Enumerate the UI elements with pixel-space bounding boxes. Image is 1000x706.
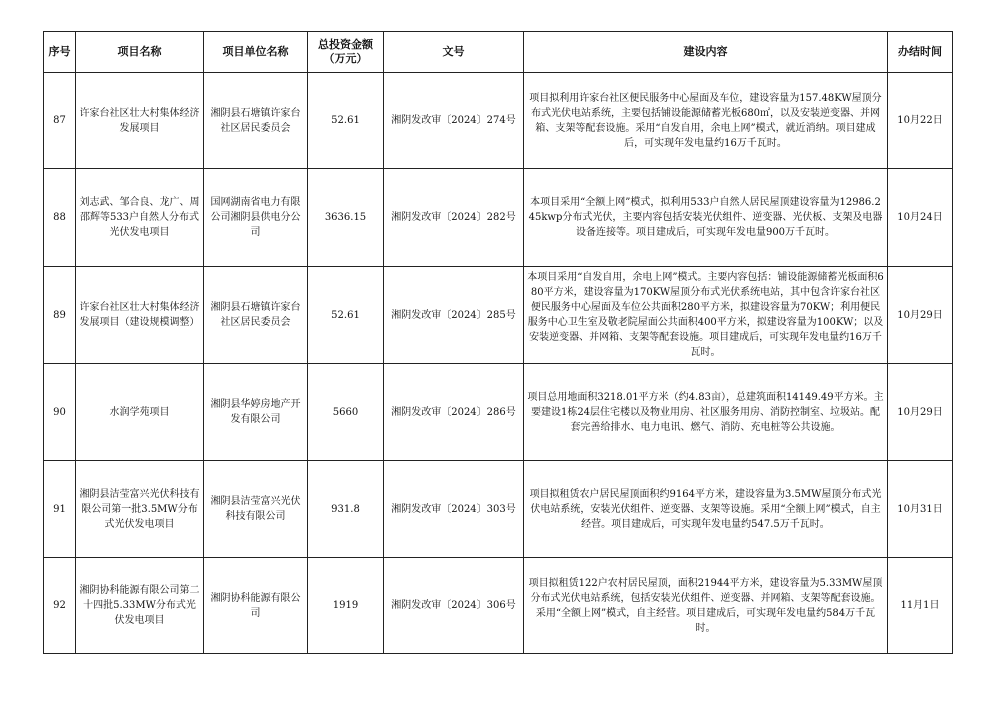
- header-project-unit: 项目单位名称: [204, 32, 308, 73]
- header-completion-date: 办结时间: [888, 32, 953, 73]
- cell-project-unit: 湘阴县华婷房地产开发有限公司: [204, 364, 308, 461]
- cell-document-number: 湘阴发改审〔2024〕274号: [384, 73, 524, 169]
- cell-construction-content: 项目总用地面积3218.01平方米（约4.83亩），总建筑面积14149.49平方米。主要建设1栋24层住宅楼以及物业用房、社区服务用房、消防控制室、垃圾站。配套完善给排水、电力电讯、燃气、消防、充电桩等公共设施。: [524, 364, 888, 461]
- header-construction-content: 建设内容: [524, 32, 888, 73]
- cell-completion-date: 10月24日: [888, 169, 953, 267]
- cell-construction-content: 本项目采用“全额上网”模式，拟利用533户自然人居民屋顶建设容量为12986.245kwp分布式光伏，主要内容包括安装光伏组件、逆变器、光伏板、支架及电器设备连接等。项目建成后，可实现年发电量900万千瓦时。: [524, 169, 888, 267]
- table-header-row: [44, 32, 953, 73]
- cell-document-number: 湘阴发改审〔2024〕286号: [384, 364, 524, 461]
- header-seq: 序号: [44, 32, 76, 73]
- cell-seq: 92: [44, 558, 76, 654]
- cell-project-name: 水润学苑项目: [76, 364, 204, 461]
- cell-project-unit: 湘阴县石塘镇许家台社区居民委员会: [204, 73, 308, 169]
- table-row: [44, 73, 953, 169]
- cell-construction-content: 项目拟租赁122户农村居民屋顶，面积21944平方米，建设容量为5.33MW屋顶分布式光伏电站系统，包括安装光伏组件、逆变器、并网箱、支架等配套设施。采用“全额上网”模式，自主经营。项目建成后，可实现年发电量约584万千瓦时。: [524, 558, 888, 654]
- cell-investment-amount: 3636.15: [308, 169, 384, 267]
- table-row: [44, 364, 953, 461]
- cell-project-name: 湘阴协科能源有限公司第二十四批5.33MW分布式光伏发电项目: [76, 558, 204, 654]
- table-row: [44, 267, 953, 364]
- cell-project-unit: 国网湖南省电力有限公司湘阴县供电分公司: [204, 169, 308, 267]
- table-row: [44, 461, 953, 558]
- cell-completion-date: 10月29日: [888, 364, 953, 461]
- cell-construction-content: 项目拟利用许家台社区便民服务中心屋面及车位，建设容量为157.48KW屋顶分布式光伏电站系统，主要包括铺设能源储蓄光板680㎡，以及安装逆变器、并网箱、支架等配套设施。采用“自发自用，余电上网”模式，就近消纳。项目建成后，可实现年发电量约16万千瓦时。: [524, 73, 888, 169]
- header-investment-amount: 总投资金额（万元）: [308, 32, 384, 73]
- cell-document-number: 湘阴发改审〔2024〕285号: [384, 267, 524, 364]
- cell-construction-content: 项目拟租赁农户居民屋顶面积约9164平方米，建设容量为3.5MW屋顶分布式光伏电站系统，安装光伏组件、逆变器、支架等设施。采用“全额上网”模式，自主经营。项目建成后，可实现年发电量约547.5万千瓦时。: [524, 461, 888, 558]
- cell-project-unit: 湘阴县石塘镇许家台社区居民委员会: [204, 267, 308, 364]
- project-approval-table: [43, 31, 953, 654]
- cell-seq: 87: [44, 73, 76, 169]
- cell-seq: 88: [44, 169, 76, 267]
- cell-construction-content: 本项目采用“自发自用，余电上网”模式。主要内容包括：铺设能源储蓄光板面积680平方米，建设容量为170KW屋顶分布式光伏系统电站，其中包含许家台社区便民服务中心屋面及车位公共面积280平方米，拟建设容量为70KW；利用便民服务中心卫生室及敬老院屋面公共面积400平方米，拟建设容量为100KW；以及安装逆变器、并网箱、支架等配套设施。项目建成后，可实现年发电量约16万千瓦时。: [524, 267, 888, 364]
- cell-project-unit: 湘阴协科能源有限公司: [204, 558, 308, 654]
- cell-seq: 90: [44, 364, 76, 461]
- cell-seq: 91: [44, 461, 76, 558]
- cell-document-number: 湘阴发改审〔2024〕282号: [384, 169, 524, 267]
- cell-completion-date: 10月29日: [888, 267, 953, 364]
- cell-investment-amount: 1919: [308, 558, 384, 654]
- header-document-number: 文号: [384, 32, 524, 73]
- cell-investment-amount: 931.8: [308, 461, 384, 558]
- table-row: [44, 169, 953, 267]
- header-project-name: 项目名称: [76, 32, 204, 73]
- cell-seq: 89: [44, 267, 76, 364]
- cell-investment-amount: 5660: [308, 364, 384, 461]
- cell-project-name: 刘志武、邹合良、龙广、周邵辉等533户自然人分布式光伏发电项目: [76, 169, 204, 267]
- cell-completion-date: 10月22日: [888, 73, 953, 169]
- cell-project-name: 许家台社区壮大村集体经济发展项目（建设规模调整）: [76, 267, 204, 364]
- cell-completion-date: 11月1日: [888, 558, 953, 654]
- cell-project-name: 湘阴县洁莹富兴光伏科技有限公司第一批3.5MW分布式光伏发电项目: [76, 461, 204, 558]
- cell-document-number: 湘阴发改审〔2024〕306号: [384, 558, 524, 654]
- cell-document-number: 湘阴发改审〔2024〕303号: [384, 461, 524, 558]
- cell-investment-amount: 52.61: [308, 267, 384, 364]
- cell-completion-date: 10月31日: [888, 461, 953, 558]
- cell-investment-amount: 52.61: [308, 73, 384, 169]
- table-row: [44, 558, 953, 654]
- cell-project-name: 许家台社区壮大村集体经济发展项目: [76, 73, 204, 169]
- cell-project-unit: 湘阴县洁莹富兴光伏科技有限公司: [204, 461, 308, 558]
